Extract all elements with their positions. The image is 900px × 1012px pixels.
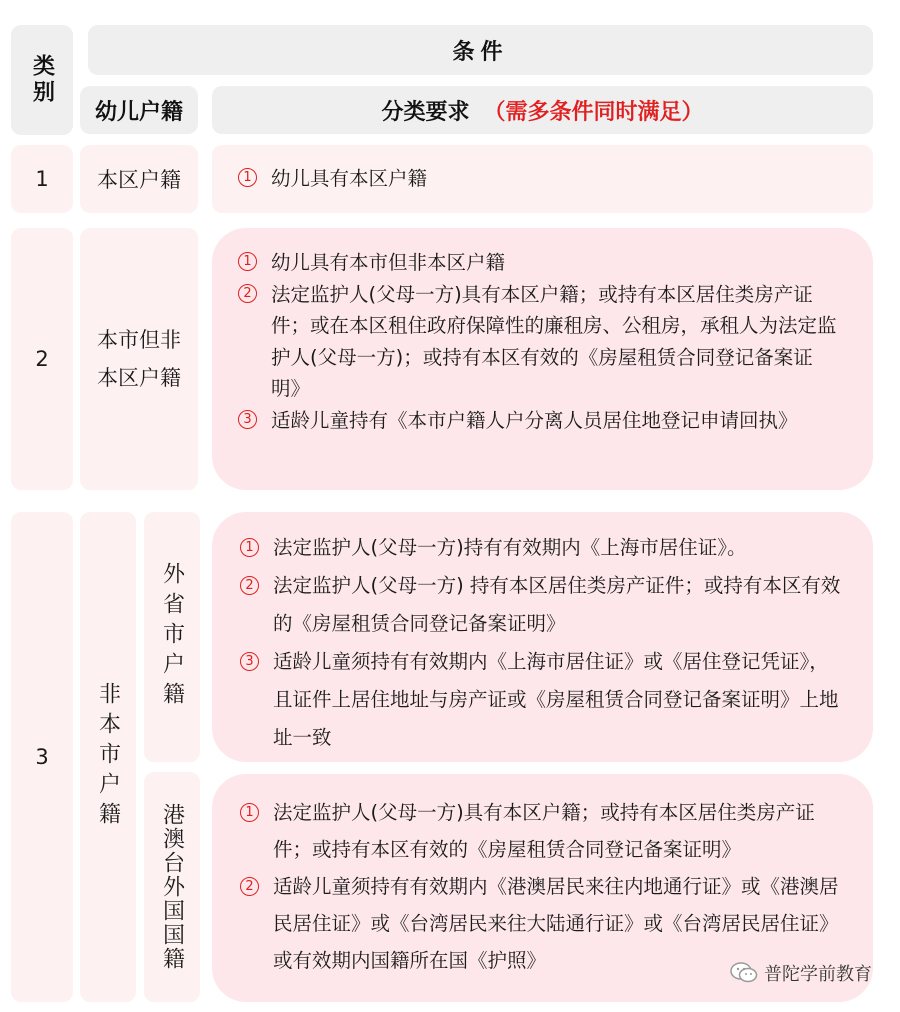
- item-number: 1: [240, 803, 259, 822]
- header-requirements: 分类要求 （需多条件同时满足）: [212, 86, 873, 134]
- subgroup-hk-macau-taiwan-foreign-label: 港澳台外国国籍: [144, 772, 200, 1002]
- row-2-household: 本市但非本区户籍: [80, 228, 198, 490]
- wechat-icon: [730, 961, 758, 985]
- row-2-item-2: 2 法定监护人(父母一方)具有本区户籍；或持有本区居住类房产证件；或在本区租住政府保障性的廉租房、公租房，承租人为法定监护人(父母一方)；或持有本区有效的《房屋租赁合同登记备案证明》: [238, 279, 838, 405]
- header-category: 类别: [11, 25, 73, 135]
- item-number: 1: [238, 252, 257, 271]
- row-2-index: 2: [11, 228, 73, 490]
- item-number: 3: [238, 410, 257, 429]
- subgroup-a-item-2: 2 法定监护人(父母一方) 持有本区居住类房产证件；或持有本区有效的《房屋租赁合同登记备案证明》: [240, 567, 845, 643]
- subgroup-a-item-1: 1 法定监护人(父母一方)持有有效期内《上海市居住证》。: [240, 529, 845, 567]
- subgroup-hk-macau-taiwan-foreign-items: [240, 794, 850, 979]
- row-2-items: [238, 247, 838, 436]
- row-1-item-1: 1 幼儿具有本区户籍: [238, 163, 427, 195]
- watermark: 普陀学前教育: [730, 960, 872, 986]
- header-conditions: 条件: [88, 25, 873, 75]
- row-3-household: 非本市户籍: [80, 512, 136, 1002]
- subgroup-a-item-3: 3 适龄儿童须持有有效期内《上海市居住证》或《居住登记凭证》，且证件上居住地址与房产证或《房屋租赁合同登记备案证明》上地址一致: [240, 643, 845, 757]
- row-1-index: 1: [11, 145, 73, 213]
- row-1-household: 本区户籍: [80, 145, 198, 213]
- subgroup-b-item-1: 1 法定监护人(父母一方)具有本区户籍；或持有本区居住类房产证件；或持有本区有效的《房屋租赁合同登记备案证明》: [240, 794, 850, 868]
- subgroup-other-province-label: 外省市户籍: [144, 512, 200, 762]
- subgroup-other-province-items: [240, 529, 845, 757]
- item-number: 3: [240, 652, 259, 671]
- item-number: 2: [240, 877, 259, 896]
- item-number: 1: [240, 538, 259, 557]
- item-number: 2: [238, 284, 257, 303]
- subgroup-b-item-2: 2 适龄儿童须持有有效期内《港澳居民来往内地通行证》或《港澳居民居住证》或《台湾居民来往大陆通行证》或《台湾居民居住证》或有效期内国籍所在国《护照》: [240, 868, 850, 979]
- row-1-requirements: [212, 145, 873, 213]
- row-2-item-1: 1 幼儿具有本市但非本区户籍: [238, 247, 838, 279]
- header-household: 幼儿户籍: [80, 86, 198, 134]
- row-3-index: 3: [11, 512, 73, 1002]
- item-number: 1: [238, 168, 257, 187]
- item-number: 2: [240, 576, 259, 595]
- header-note: （需多条件同时满足）: [483, 99, 704, 125]
- row-2-item-3: 3 适龄儿童持有《本市户籍人户分离人员居住地登记申请回执》: [238, 405, 838, 437]
